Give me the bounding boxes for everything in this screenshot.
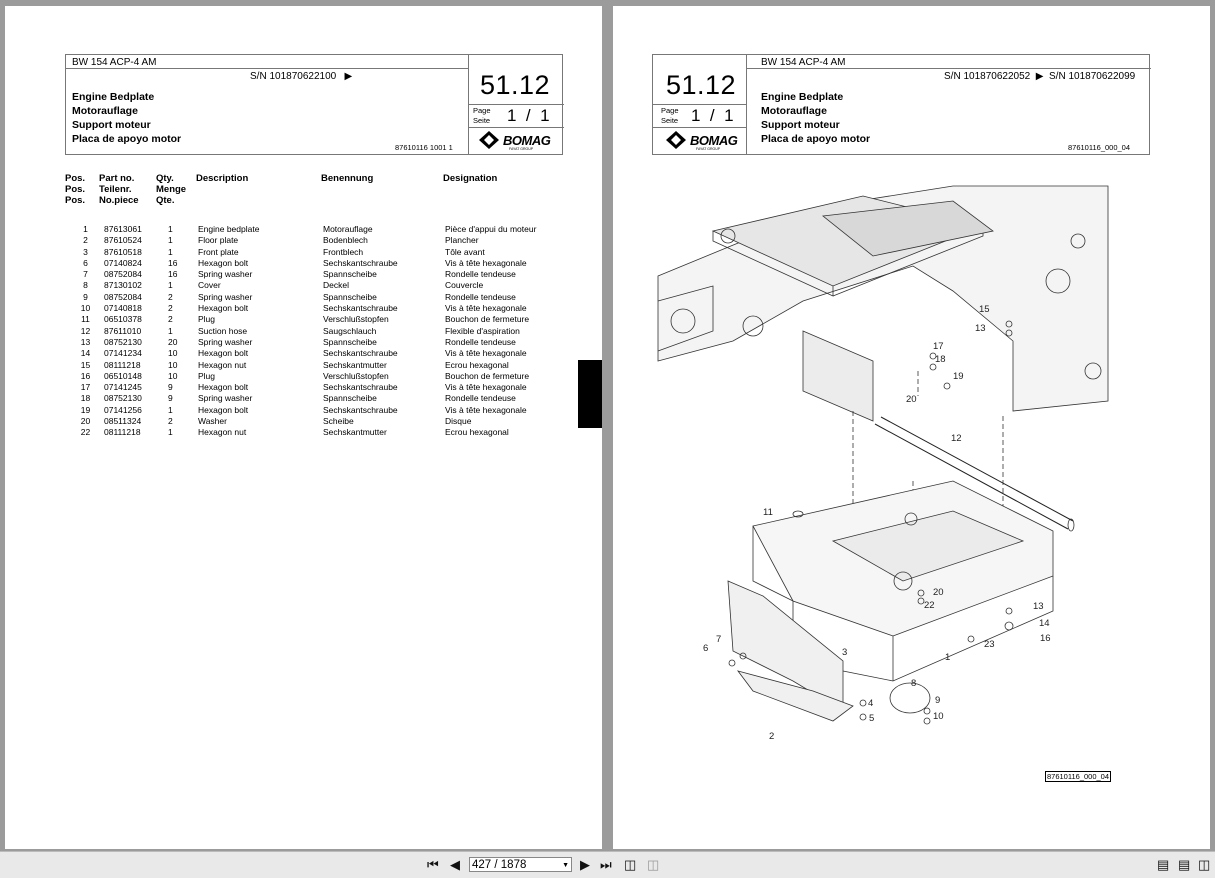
qty-cell: 20 <box>168 336 178 347</box>
benennung-cell: Sechskantschraube <box>323 382 398 393</box>
description-cell: Plug <box>198 314 216 325</box>
right-page <box>613 6 1210 849</box>
benennung-cell: Scheibe <box>323 416 354 427</box>
description-cell: Plug <box>198 370 216 381</box>
description-cell: Suction hose <box>198 325 248 336</box>
table-row <box>67 258 565 269</box>
qty-cell: 1 <box>168 325 173 336</box>
qty-cell: 16 <box>168 269 178 280</box>
table-row <box>67 371 565 382</box>
table-row <box>67 247 565 258</box>
part-number-cell: 08511324 <box>104 416 142 427</box>
benennung-cell: Bodenblech <box>323 235 368 246</box>
benennung-cell: Spannscheibe <box>323 291 377 302</box>
pos-cell: 3 <box>83 246 88 257</box>
benennung-cell: Saugschlauch <box>323 325 377 336</box>
benennung-cell: Sechskantschraube <box>323 348 398 359</box>
parts-table <box>67 224 565 439</box>
pos-cell: 15 <box>80 359 91 370</box>
dropdown-arrow-icon[interactable]: ▼ <box>562 862 569 869</box>
part-number-cell: 87613061 <box>104 224 142 234</box>
callout-16: 16 <box>1040 633 1051 644</box>
pos-cell: 6 <box>83 257 88 268</box>
callout-20: 20 <box>906 394 917 405</box>
part-number-cell: 08752084 <box>104 291 142 302</box>
page-number-input[interactable]: 427 / 1878 ▼ <box>469 857 572 872</box>
table-row <box>67 235 565 246</box>
qty-cell: 2 <box>168 416 173 427</box>
designation-cell: Vis à tête hexagonale <box>445 348 527 359</box>
bomag-logo: BOMAG FAYAT GROUP <box>479 131 550 149</box>
designation-cell: Tôle avant <box>445 246 485 257</box>
callout-2: 2 <box>769 731 775 742</box>
callout-18: 18 <box>935 354 946 365</box>
table-row <box>67 360 565 371</box>
description-cell: Spring washer <box>198 336 253 347</box>
pos-cell: 19 <box>80 404 91 415</box>
benennung-cell: Sechskantschraube <box>323 257 398 268</box>
callout-13-lower: 13 <box>1033 601 1044 612</box>
benennung-cell: Verschlußstopfen <box>323 370 389 381</box>
bomag-logo: BOMAG FAYAT GROUP <box>666 131 737 149</box>
qty-cell: 2 <box>168 314 173 325</box>
group-number: 51.12 <box>666 70 737 100</box>
pos-cell: 14 <box>80 348 91 359</box>
part-number-cell: 07141256 <box>104 404 142 415</box>
description-cell: Hexagon bolt <box>198 382 249 393</box>
title-fr: Support moteur <box>761 119 840 131</box>
model-name: BW 154 ACP-4 AM <box>72 57 157 68</box>
callout-22: 22 <box>924 600 935 611</box>
table-row <box>67 224 565 235</box>
part-number-cell: 07140818 <box>104 303 142 314</box>
benennung-cell: Verschlußstopfen <box>323 314 389 325</box>
fit-width-icon[interactable]: ◫ <box>647 857 660 872</box>
qty-cell: 10 <box>168 348 178 359</box>
table-row <box>67 303 565 314</box>
description-cell: Floor plate <box>198 235 239 246</box>
page-titles <box>761 90 870 146</box>
designation-cell: Disque <box>445 416 472 427</box>
title-de: Motorauflage <box>761 105 827 117</box>
callout-4: 4 <box>868 698 874 709</box>
description-cell: Spring washer <box>198 269 253 280</box>
description-cell: Hexagon bolt <box>198 303 249 314</box>
qty-cell: 9 <box>168 393 173 404</box>
benennung-cell: Sechskantschraube <box>323 404 398 415</box>
part-number-cell: 08752084 <box>104 269 142 280</box>
bomag-logo-icon <box>479 131 499 149</box>
description-cell: Hexagon bolt <box>198 348 249 359</box>
description-cell: Spring washer <box>198 291 253 302</box>
table-row <box>67 382 565 393</box>
table-row <box>67 292 565 303</box>
table-row <box>67 326 565 337</box>
pos-cell: 12 <box>80 325 91 336</box>
doc-code: 87610116 1001 1 <box>395 143 453 152</box>
col-description: Description <box>196 173 249 184</box>
part-number-cell: 87610524 <box>104 235 142 246</box>
designation-cell: Flexible d'aspiration <box>445 325 520 336</box>
part-number-cell: 07141234 <box>104 348 142 359</box>
callout-19: 19 <box>953 371 964 382</box>
part-number-cell: 87610518 <box>104 246 142 257</box>
pos-cell: 7 <box>83 269 88 280</box>
callout-8: 8 <box>911 678 917 689</box>
callout-7: 7 <box>716 634 722 645</box>
part-number-cell: 06510378 <box>104 314 142 325</box>
benennung-cell: Motorauflage <box>323 224 373 234</box>
benennung-cell: Spannscheibe <box>323 269 377 280</box>
serial-number: S/N 101870622100 ▶ <box>250 71 353 82</box>
part-number-cell: 08111218 <box>104 427 141 438</box>
table-row <box>67 393 565 404</box>
description-cell: Engine bedplate <box>198 224 260 234</box>
arrow-right-icon: ▶ <box>1035 71 1044 82</box>
designation-cell: Bouchon de fermeture <box>445 370 530 381</box>
callout-10: 10 <box>933 711 944 722</box>
title-fr: Support moteur <box>72 119 151 131</box>
part-number-cell: 06510148 <box>104 370 142 381</box>
next-page-icon[interactable]: ▶ <box>580 857 590 872</box>
benennung-cell: Spannscheibe <box>323 336 377 347</box>
description-cell: Hexagon nut <box>198 427 247 438</box>
pos-cell: 22 <box>80 427 91 438</box>
description-cell: Spring washer <box>198 393 253 404</box>
title-de: Motorauflage <box>72 105 138 117</box>
benennung-cell: Frontblech <box>323 246 364 257</box>
col-designation: Designation <box>443 173 498 184</box>
page-titles <box>72 90 181 146</box>
table-row <box>67 427 565 438</box>
callout-14: 14 <box>1039 618 1050 629</box>
callout-12: 12 <box>951 433 962 444</box>
first-page-icon[interactable]: ⏮ <box>427 857 439 872</box>
qty-cell: 1 <box>168 280 173 291</box>
callout-9: 9 <box>935 695 941 706</box>
designation-cell: Rondelle tendeuse <box>445 393 516 404</box>
title-en: Engine Bedplate <box>72 91 155 103</box>
pos-cell: 2 <box>83 235 88 246</box>
callout-20-lower: 20 <box>933 587 944 598</box>
designation-cell: Rondelle tendeuse <box>445 269 516 280</box>
col-benennung: Benennung <box>321 173 374 184</box>
table-row <box>67 314 565 325</box>
page-value: 1 / 1 <box>691 106 734 125</box>
page-label: Page Seite <box>661 106 679 125</box>
drawing-reference: 87610116_000_04 <box>1047 772 1110 781</box>
title-es: Placa de apoyo motor <box>72 133 182 145</box>
pos-cell: 13 <box>80 336 91 347</box>
benennung-cell: Sechskantmutter <box>323 427 387 438</box>
title-es: Placa de apoyo motor <box>761 133 871 145</box>
table-row <box>67 405 565 416</box>
designation-cell: Pièce d'appui du moteur <box>445 224 537 234</box>
pos-cell: 8 <box>83 280 88 291</box>
viewer-toolbar <box>0 851 1215 878</box>
callout-13: 13 <box>975 323 986 334</box>
description-cell: Front plate <box>198 246 239 257</box>
designation-cell: Vis à tête hexagonale <box>445 303 527 314</box>
table-row <box>67 337 565 348</box>
part-number-cell: 07140824 <box>104 257 142 268</box>
part-number-cell: 08752130 <box>104 393 142 404</box>
pos-cell: 17 <box>80 382 91 393</box>
designation-cell: Bouchon de fermeture <box>445 314 530 325</box>
callout-1: 1 <box>945 652 951 663</box>
callout-11: 11 <box>763 507 773 518</box>
page-label: Page Seite <box>473 106 491 125</box>
pos-cell: 20 <box>80 416 91 427</box>
pos-cell: 10 <box>80 303 91 314</box>
col-pos: Pos. Pos. Pos. <box>65 173 86 206</box>
side-tab-marker <box>578 360 602 428</box>
designation-cell: Vis à tête hexagonale <box>445 404 527 415</box>
qty-cell: 1 <box>168 246 173 257</box>
benennung-cell: Spannscheibe <box>323 393 377 404</box>
single-page-view-icon[interactable]: ▤ <box>1157 857 1170 872</box>
col-part: Part no. Teilenr. No.piece <box>99 173 139 206</box>
qty-cell: 1 <box>168 427 173 438</box>
right-header-box <box>652 54 1150 155</box>
designation-cell: Couvercle <box>445 280 484 291</box>
callout-23: 23 <box>984 639 995 650</box>
callout-5: 5 <box>869 713 875 724</box>
doc-code: 87610116_000_04 <box>1068 143 1131 152</box>
part-number-cell: 87611010 <box>104 325 142 336</box>
model-name: BW 154 ACP-4 AM <box>761 57 846 68</box>
designation-cell: Rondelle tendeuse <box>445 291 516 302</box>
designation-cell: Vis à tête hexagonale <box>445 257 527 268</box>
callout-15: 15 <box>979 304 990 315</box>
callout-3: 3 <box>842 647 848 658</box>
description-cell: Hexagon nut <box>198 359 247 370</box>
pos-cell: 11 <box>81 314 90 325</box>
part-number-cell: 07141245 <box>104 382 142 393</box>
designation-cell: Ecrou hexagonal <box>445 427 509 438</box>
part-number-cell: 08111218 <box>104 359 141 370</box>
pos-cell: 9 <box>83 291 88 302</box>
qty-cell: 1 <box>168 235 173 246</box>
qty-cell: 16 <box>168 257 178 268</box>
left-page <box>5 6 602 849</box>
pos-cell: 18 <box>80 393 91 404</box>
col-qty: Qty. Menge Qte. <box>156 173 187 206</box>
part-number-cell: 08752130 <box>104 336 142 347</box>
designation-cell: Ecrou hexagonal <box>445 359 509 370</box>
two-page-view-icon[interactable]: ◫ <box>1198 857 1211 872</box>
designation-cell: Plancher <box>445 235 479 246</box>
pos-cell: 16 <box>80 370 91 381</box>
exploded-parts-drawing <box>653 181 1123 751</box>
qty-cell: 10 <box>168 359 178 370</box>
last-page-icon[interactable]: ⏭ <box>600 857 612 872</box>
previous-page-icon[interactable]: ◀ <box>450 857 460 872</box>
qty-cell: 1 <box>168 224 173 234</box>
table-row <box>67 348 565 359</box>
description-cell: Cover <box>198 280 221 291</box>
group-number: 51.12 <box>480 70 551 100</box>
title-en: Engine Bedplate <box>761 91 844 103</box>
fit-page-icon[interactable]: ◫ <box>624 857 637 872</box>
bomag-logo-icon <box>666 131 686 149</box>
benennung-cell: Deckel <box>323 280 349 291</box>
description-cell: Hexagon bolt <box>198 257 249 268</box>
table-row <box>67 269 565 280</box>
description-cell: Washer <box>198 416 227 427</box>
callout-17: 17 <box>933 341 944 352</box>
continuous-view-icon[interactable]: ▤ <box>1178 857 1191 872</box>
designation-cell: Rondelle tendeuse <box>445 336 516 347</box>
qty-cell: 1 <box>168 404 173 415</box>
qty-cell: 9 <box>168 382 173 393</box>
serial-range: S/N 101870622052 ▶ S/N 101870622099 <box>944 71 1136 82</box>
page-value: 1 / 1 <box>507 106 550 125</box>
qty-cell: 2 <box>168 291 173 302</box>
benennung-cell: Sechskantmutter <box>323 359 387 370</box>
qty-cell: 10 <box>168 370 178 381</box>
table-row <box>67 280 565 291</box>
designation-cell: Vis à tête hexagonale <box>445 382 527 393</box>
description-cell: Hexagon bolt <box>198 404 249 415</box>
benennung-cell: Sechskantschraube <box>323 303 398 314</box>
callout-6: 6 <box>703 643 709 654</box>
pos-cell: 1 <box>83 224 88 234</box>
arrow-right-icon: ▶ <box>344 71 353 82</box>
table-row <box>67 416 565 427</box>
left-header-box <box>65 54 563 155</box>
part-number-cell: 87130102 <box>104 280 142 291</box>
qty-cell: 2 <box>168 303 173 314</box>
